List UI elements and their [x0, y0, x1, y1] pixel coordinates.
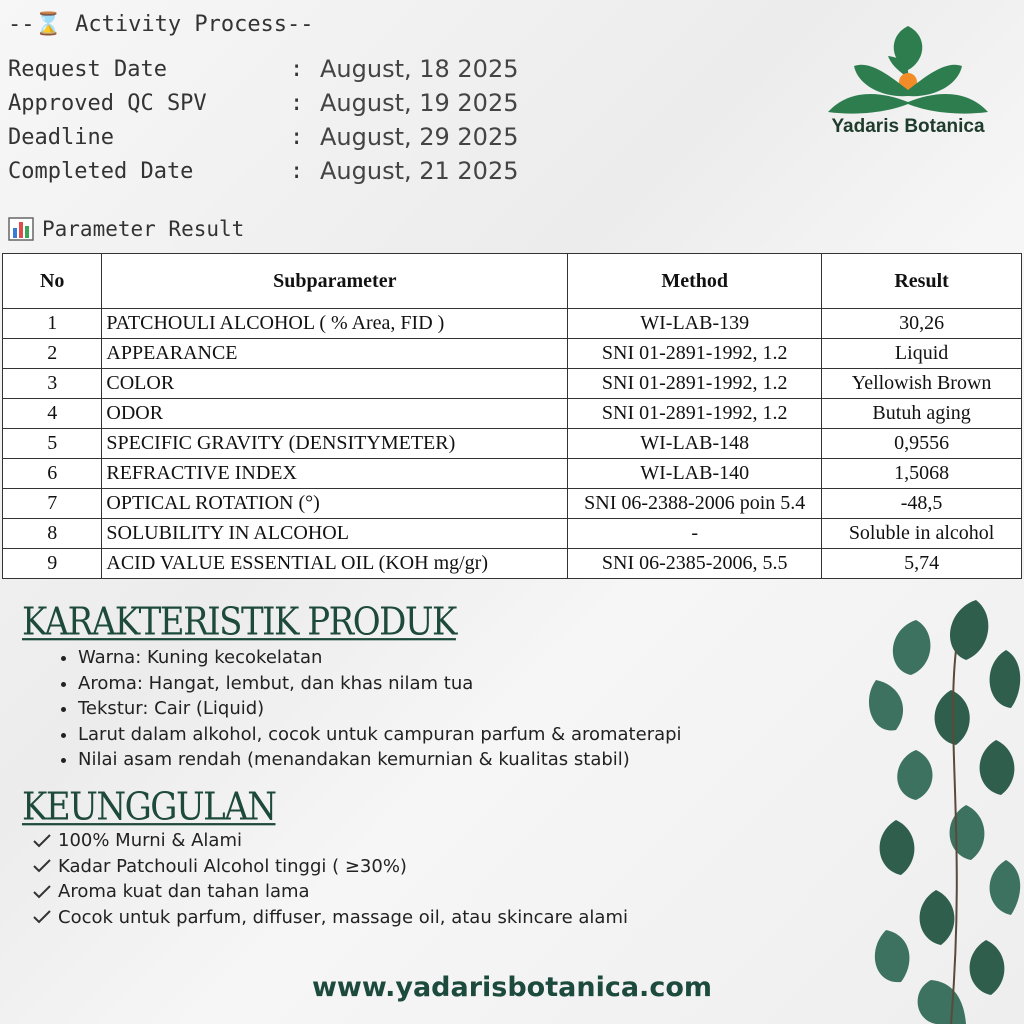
advantage-text: Aroma kuat dan tahan lama	[58, 881, 310, 902]
cell-no: 5	[3, 429, 102, 459]
header-subparameter: Subparameter	[102, 254, 568, 309]
cell-no: 6	[3, 459, 102, 489]
cell-subparameter: ODOR	[102, 399, 568, 429]
cell-result: Yellowish Brown	[822, 369, 1022, 399]
activity-label: Request Date	[8, 56, 167, 82]
activity-row	[8, 154, 519, 188]
table-row	[3, 549, 1022, 579]
table-row	[3, 519, 1022, 549]
checkmark-icon	[32, 833, 52, 849]
cell-no: 8	[3, 519, 102, 549]
activity-value: August, 19 2025	[320, 89, 519, 117]
table-row	[3, 339, 1022, 369]
list-item	[32, 854, 628, 880]
activity-label: Approved QC SPV	[8, 90, 207, 116]
activity-label: Completed Date	[8, 158, 194, 184]
cell-method: WI-LAB-139	[568, 309, 822, 339]
activity-process-title	[8, 12, 314, 37]
cell-subparameter: SOLUBILITY IN ALCOHOL	[102, 519, 568, 549]
header-method: Method	[568, 254, 822, 309]
activity-row	[8, 120, 519, 154]
cell-result: 1,5068	[822, 459, 1022, 489]
leaves-decoration-icon	[856, 590, 1024, 1024]
karakteristik-heading: KARAKTERISTIK PRODUK	[22, 600, 456, 645]
checkmark-icon	[32, 909, 52, 925]
cell-no: 9	[3, 549, 102, 579]
activity-row	[8, 52, 519, 86]
table-row	[3, 429, 1022, 459]
advantage-text: 100% Murni & Alami	[58, 830, 242, 851]
cell-no: 3	[3, 369, 102, 399]
table-row	[3, 369, 1022, 399]
cell-result: 30,26	[822, 309, 1022, 339]
cell-no: 2	[3, 339, 102, 369]
list-item: • Tekstur: Cair (Liquid)	[78, 696, 682, 722]
list-item: • Larut dalam alkohol, cocok untuk campuran parfum & aromaterapi	[78, 722, 682, 748]
cell-method: SNI 01-2891-1992, 1.2	[568, 339, 822, 369]
list-item	[32, 879, 628, 905]
cell-method: SNI 06-2388-2006 poin 5.4	[568, 489, 822, 519]
cell-subparameter: APPEARANCE	[102, 339, 568, 369]
cell-result: Butuh aging	[822, 399, 1022, 429]
activity-separator: :	[290, 90, 304, 116]
brand-name: Yadaris Botanica	[831, 116, 985, 137]
cell-result: Soluble in alcohol	[822, 519, 1022, 549]
cell-subparameter: COLOR	[102, 369, 568, 399]
table-header-row	[3, 254, 1022, 309]
header-result: Result	[822, 254, 1022, 309]
activity-label: Deadline	[8, 124, 114, 150]
cell-method: WI-LAB-140	[568, 459, 822, 489]
cell-method: WI-LAB-148	[568, 429, 822, 459]
cell-method: SNI 01-2891-1992, 1.2	[568, 369, 822, 399]
activity-separator: :	[290, 158, 304, 184]
activity-row	[8, 86, 519, 120]
karakteristik-list	[56, 645, 682, 773]
list-item	[32, 905, 628, 931]
advantage-text: Cocok untuk parfum, diffuser, massage oil, atau skincare alami	[58, 906, 628, 928]
cell-result: 5,74	[822, 549, 1022, 579]
checkmark-icon	[32, 884, 52, 900]
checkmark-icon	[32, 858, 52, 874]
activity-separator: :	[290, 124, 304, 150]
keunggulan-list	[32, 828, 628, 930]
list-item: • Aroma: Hangat, lembut, dan khas nilam tua	[78, 671, 682, 697]
activity-title-text: --⌛ Activity Process--	[8, 12, 314, 37]
advantage-text: Kadar Patchouli Alcohol tinggi ( ≥30%)	[58, 855, 407, 877]
activity-value: August, 18 2025	[320, 55, 519, 83]
cell-no: 4	[3, 399, 102, 429]
cell-subparameter: OPTICAL ROTATION (°)	[102, 489, 568, 519]
cell-subparameter: REFRACTIVE INDEX	[102, 459, 568, 489]
cell-result: Liquid	[822, 339, 1022, 369]
cell-result: -48,5	[822, 489, 1022, 519]
table-row	[3, 459, 1022, 489]
cell-method: SNI 06-2385-2006, 5.5	[568, 549, 822, 579]
activity-dates	[8, 52, 519, 188]
header-no: No	[3, 254, 102, 309]
parameter-title-text: Parameter Result	[42, 217, 245, 241]
cell-result: 0,9556	[822, 429, 1022, 459]
cell-subparameter: PATCHOULI ALCOHOL ( % Area, FID )	[102, 309, 568, 339]
cell-subparameter: SPECIFIC GRAVITY (DENSITYMETER)	[102, 429, 568, 459]
activity-value: August, 21 2025	[320, 157, 519, 185]
list-item	[32, 828, 628, 854]
website-link[interactable]: www.yadarisbotanica.com	[311, 972, 713, 1003]
table-row	[3, 309, 1022, 339]
keunggulan-heading: KEUNGGULAN	[22, 785, 276, 830]
cell-method: SNI 01-2891-1992, 1.2	[568, 399, 822, 429]
list-item: • Warna: Kuning kecokelatan	[78, 645, 682, 671]
bar-chart-icon	[8, 217, 34, 241]
activity-separator: :	[290, 56, 304, 82]
table-row	[3, 489, 1022, 519]
parameter-table	[2, 253, 1022, 579]
table-row	[3, 399, 1022, 429]
list-item: • Nilai asam rendah (menandakan kemurnian & kualitas stabil)	[78, 747, 682, 773]
cell-no: 7	[3, 489, 102, 519]
cell-subparameter: ACID VALUE ESSENTIAL OIL (KOH mg/gr)	[102, 549, 568, 579]
activity-value: August, 29 2025	[320, 123, 519, 151]
cell-no: 1	[3, 309, 102, 339]
parameter-result-title	[8, 217, 244, 241]
cell-method: -	[568, 519, 822, 549]
